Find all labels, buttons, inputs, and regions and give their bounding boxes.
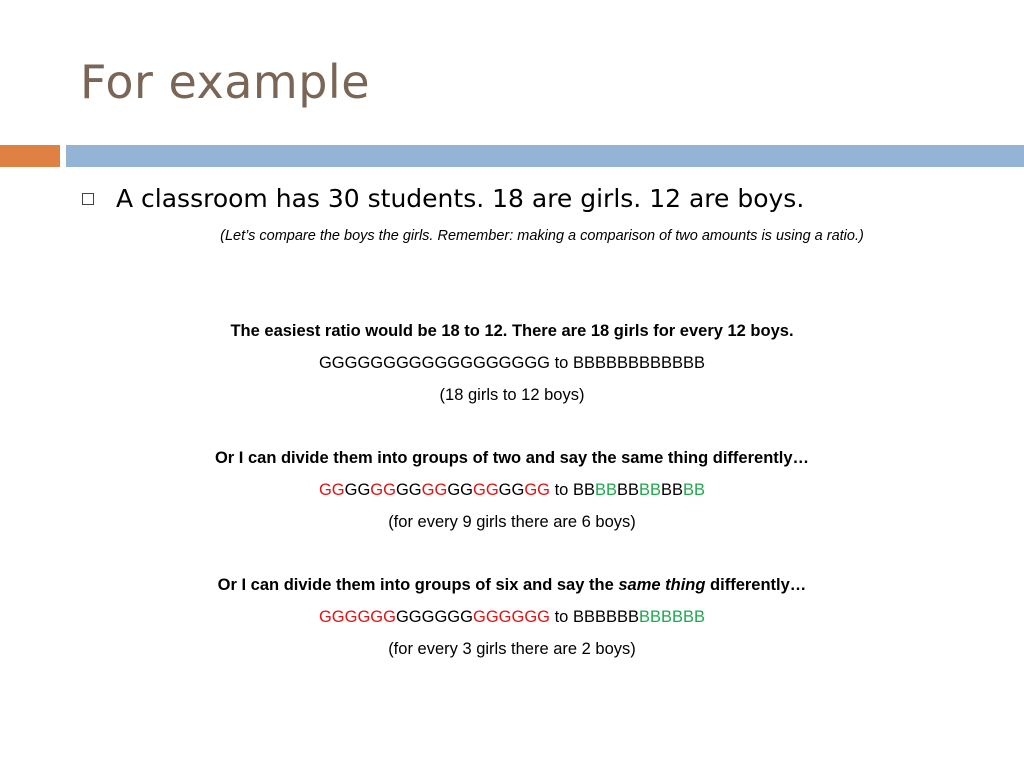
accent-bar-orange <box>0 145 60 167</box>
bullet-item <box>82 182 1002 216</box>
accent-bar-blue <box>66 145 1024 167</box>
boy-group: BB <box>594 481 617 499</box>
girl-group: GGGGGG <box>472 608 550 626</box>
ratio-caption: (for every 3 girls there are 2 boys) <box>388 640 636 658</box>
square-bullet-icon <box>82 193 94 205</box>
to-text: to <box>550 608 573 626</box>
girl-group: GG <box>318 481 345 499</box>
letter-ratio-line <box>0 474 1024 506</box>
heading-text: differently… <box>705 576 807 594</box>
girl-group: GG <box>447 481 473 499</box>
ratio-caption: (for every 9 girls there are 6 boys) <box>388 513 636 531</box>
boy-group: BB <box>572 481 595 499</box>
heading-text: Or I can divide them into groups of six and say the <box>217 576 619 594</box>
girl-group: GG <box>344 481 371 499</box>
girl-group: GG <box>370 481 396 499</box>
girls-letters: GGGGGGGGGGGGGGGGGG <box>318 354 550 372</box>
boy-group: BB <box>616 481 639 499</box>
letter-ratio-line <box>0 347 1024 379</box>
to-text: to <box>550 354 573 372</box>
slide-title: For example <box>80 55 370 109</box>
ratio-section-3 <box>0 569 1024 665</box>
girl-group: GG <box>498 481 525 499</box>
girl-group: GG <box>395 481 422 499</box>
girl-group: GGGGGG <box>395 608 473 626</box>
section-heading: The easiest ratio would be 18 to 12. There are 18 girls for every 12 boys. <box>230 322 794 340</box>
ratio-section-1 <box>0 315 1024 411</box>
heading-emphasis: same thing <box>618 576 706 594</box>
to-text: to <box>550 481 573 499</box>
letter-ratio-line <box>0 601 1024 633</box>
bullet-note: (Let’s compare the boys the girls. Remember: making a comparison of two amounts is using a ratio.) <box>220 228 864 244</box>
girl-group: GGGGGG <box>318 608 396 626</box>
section-heading: Or I can divide them into groups of two and say the same thing differently… <box>214 449 810 467</box>
boy-group: BBBBBB <box>572 608 639 626</box>
section-heading <box>0 569 1024 601</box>
boy-group: BB <box>661 481 684 499</box>
boy-group: BBBBBB <box>638 608 706 626</box>
girl-group: GG <box>524 481 550 499</box>
bullet-text: A classroom has 30 students. 18 are girls. 12 are boys. <box>116 184 805 213</box>
girl-group: GG <box>421 481 448 499</box>
girl-group: GG <box>472 481 499 499</box>
ratio-caption: (18 girls to 12 boys) <box>439 386 585 404</box>
boy-group: BB <box>638 481 661 499</box>
ratio-section-2 <box>0 442 1024 538</box>
boy-group: BB <box>683 481 706 499</box>
boys-letters: BBBBBBBBBBBB <box>572 354 706 372</box>
